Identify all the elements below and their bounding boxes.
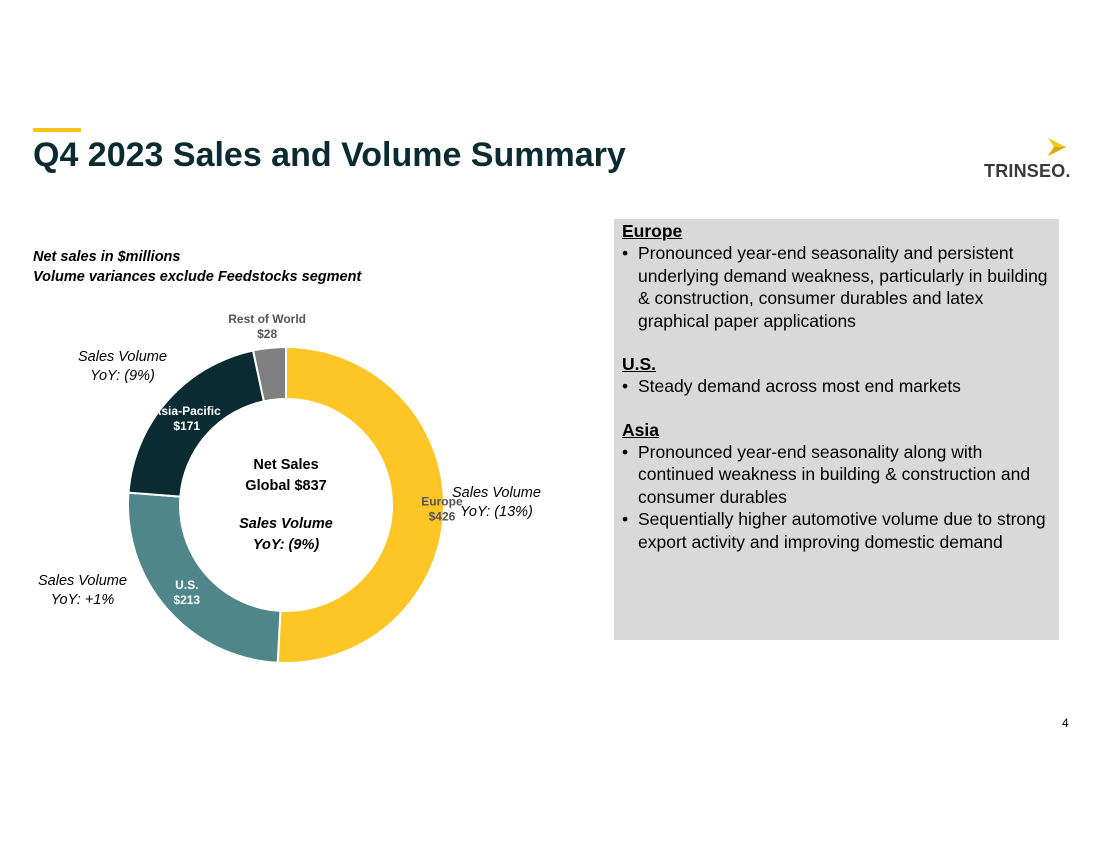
yoy-asia-pacific-label: Sales Volume — [78, 349, 167, 365]
slice-label-name: Rest of World — [228, 311, 307, 326]
region-bullet: • Steady demand across most end markets — [622, 375, 1049, 398]
slice-europe — [278, 347, 444, 663]
logo-wordmark: TRINSEO. — [984, 161, 1071, 181]
center-line-3: Sales Volume — [239, 516, 333, 532]
slice-label-value: $213 — [173, 593, 201, 608]
donut-chart — [0, 300, 600, 700]
region-bullet: • Pronounced year-end seasonality along with continued weakness in building & construction and consumer durables — [622, 441, 1049, 509]
yoy-europe-label: Sales Volume — [452, 485, 541, 501]
center-line-1: Net Sales — [253, 457, 319, 473]
region-us — [622, 353, 1049, 398]
commentary-panel — [614, 219, 1059, 640]
yoy-europe — [452, 484, 541, 522]
page-title: Q4 2023 Sales and Volume Summary — [33, 136, 626, 174]
region-heading: U.S. — [622, 354, 657, 374]
slice-label-value: $171 — [173, 418, 201, 433]
slice-label-name: Europe — [421, 494, 463, 509]
slice-label-name: Asia-Pacific — [152, 403, 221, 418]
slice-label-name: U.S. — [175, 578, 199, 593]
yoy-us-label: Sales Volume — [38, 573, 127, 589]
slice-label-value: $426 — [428, 509, 456, 524]
logo-mark-icon — [1046, 136, 1068, 158]
center-line-4: YoY: (9%) — [252, 537, 320, 553]
yoy-us-value: YoY: +1% — [50, 592, 115, 608]
region-asia — [622, 419, 1049, 554]
yoy-asia-pacific — [78, 348, 167, 386]
subtitle-line-1: Net sales in $millions — [33, 249, 181, 265]
title-accent-bar — [33, 128, 81, 132]
region-bullet: • Pronounced year-end seasonality and persistent underlying demand weakness, particularly in building & construction, consumer durables and latex graphical paper applications — [622, 242, 1049, 332]
subtitle-line-2: Volume variances exclude Feedstocks segment — [33, 269, 362, 285]
yoy-europe-value: YoY: (13%) — [460, 504, 533, 520]
chart-subtitle — [33, 247, 361, 287]
slice-label-value: $28 — [257, 326, 278, 341]
region-heading: Asia — [622, 419, 659, 440]
region-bullet: • Sequentially higher automotive volume due to strong export activity and improving domestic demand — [622, 508, 1049, 553]
region-heading: Europe — [622, 221, 683, 241]
center-line-2: Global $837 — [245, 478, 327, 494]
region-europe — [622, 220, 1049, 332]
trinseo-logo — [984, 136, 1084, 184]
yoy-us — [38, 572, 127, 610]
yoy-asia-pacific-value: YoY: (9%) — [90, 368, 155, 384]
page-number: 4 — [1062, 716, 1069, 730]
